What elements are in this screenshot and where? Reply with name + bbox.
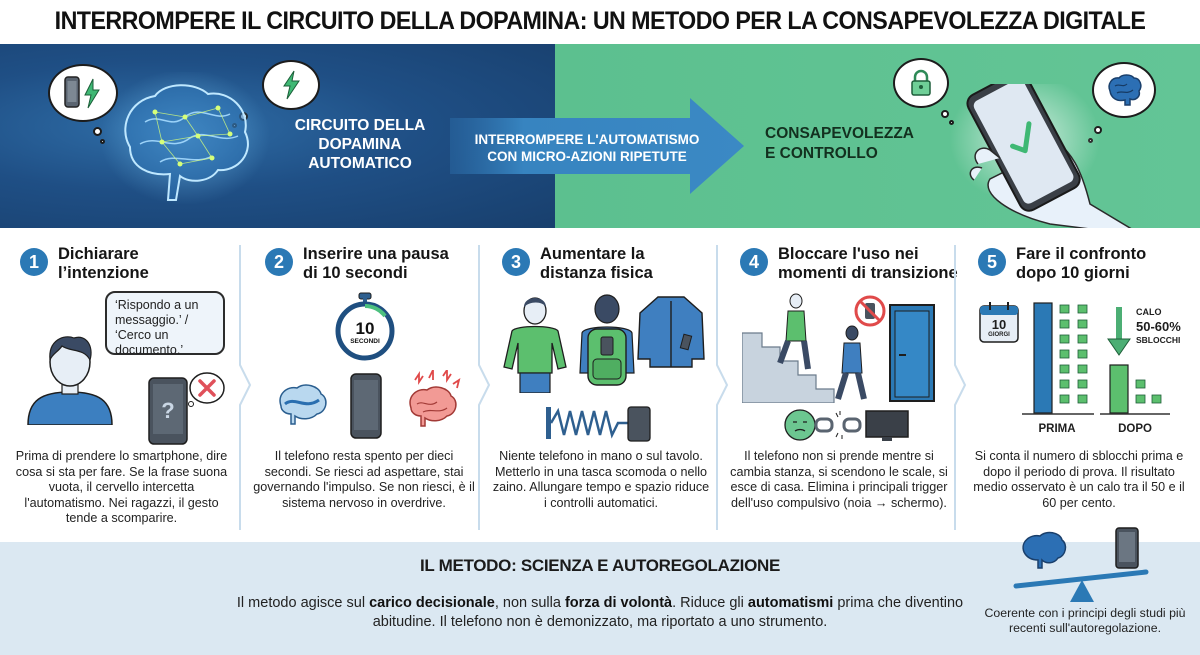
step-title: Inserire una pausa di 10 secondi [303, 245, 449, 282]
footer-emphasis: carico decisionale [369, 595, 495, 611]
bar-label-before: PRIMA [1038, 423, 1076, 435]
step-description: Il telefono resta spento per dieci secondi. Se riesci ad aspettare, stai governando l'impulso. Se non riesci, è il sistema nervoso in overdrive. [253, 449, 475, 510]
drop-label-bottom: SBLOCCHI [1136, 335, 1181, 345]
step-3 [482, 235, 720, 535]
awareness-label: CONSAPEVOLEZZA E CONTROLLO [765, 125, 914, 162]
footer-text-part: prima che diventino abitudine. Il telefono non è demonizzato, ma riportato a uno strumento. [372, 595, 964, 630]
hand-holding-phone-icon [930, 84, 1200, 228]
person-icon [20, 330, 120, 425]
stairs-door-scene-icon [742, 293, 942, 403]
phone-question-icon [145, 370, 225, 445]
page-title: INTERROMPERE IL CIRCUITO DELLA DOPAMINA: UN METODO PER LA CONSAPEVOLEZZA DIGITALE [54, 6, 1146, 35]
balance-scale-icon [1010, 526, 1160, 602]
glowing-brain-icon [100, 72, 270, 212]
step-2-header [265, 245, 463, 283]
step-number-badge: 3 [502, 248, 530, 276]
timer-value: 10 [355, 319, 375, 338]
footer-emphasis: automatismi [747, 595, 834, 611]
person-backpack-icon [574, 293, 640, 393]
phone-lightning-icon [61, 75, 105, 111]
arrow-label: INTERROMPERE L'AUTOMATISMO CON MICRO-AZIONI RIPETUTE [474, 132, 700, 164]
drop-value: 50-60% [1136, 319, 1181, 334]
footer-text-part: Il metodo agisce sul [236, 595, 370, 611]
step-3-header [502, 245, 670, 283]
step-number-badge: 4 [740, 248, 768, 276]
footer-text-part: , non sulla [494, 595, 565, 611]
step-1 [0, 235, 243, 535]
timer-unit: SECONDI [350, 338, 380, 345]
calendar-unit: GIORGI [988, 332, 1010, 338]
step-description: Niente telefono in mano o sul tavolo. Metterlo in una tasca scomoda o nello zaino. Allungare tempo e spazio riduce i controlli automatici. [492, 449, 710, 510]
step-title: Fare il confronto dopo 10 giorni [1016, 245, 1147, 282]
footer-note: Coerente con i principi degli studi più recenti sull'autoregolazione. [984, 606, 1186, 635]
step-title: Dichiarare l’intenzione [58, 245, 149, 282]
step-1-header [20, 245, 188, 283]
lightning-icon [279, 70, 303, 100]
step-description: Si conta il numero di sblocchi prima e dopo il periodo di prova. Il risultato medio osservato è un calo tra il 50 e il 60 per cento. [973, 449, 1185, 510]
step-title: Bloccare l'uso nei momenti di transizione [778, 245, 958, 282]
transition-arrow [450, 98, 746, 194]
speech-bubble: ‘Rispondo a un messaggio.’ / ‘Cerco un documento.’ [105, 291, 225, 355]
spring-distance-icon [544, 403, 656, 443]
step-description: Il telefono non si prende mentre si cambia stanza, si scendono le scale, si esce di casa. Elimina i principali trigger dell'uso compulsivo (noia → schermo). [730, 449, 948, 510]
svg-text:?: ? [161, 398, 175, 423]
footer-text [225, 594, 975, 632]
calendar-value: 10 [991, 317, 1007, 332]
thought-cloud-lightning [262, 60, 320, 110]
step-5-header [978, 245, 1176, 283]
drop-label-top: CALO [1136, 307, 1162, 317]
unlock-comparison-chart [1020, 299, 1188, 419]
step-number-badge: 1 [20, 248, 48, 276]
method-footer [0, 542, 1200, 655]
phone-off-icon [349, 372, 383, 440]
bar-label-after: DOPO [1118, 423, 1152, 435]
step-title: Aumentare la distanza fisica [540, 245, 653, 282]
dopamine-circuit-label: CIRCUITO DELLA DOPAMINA AUTOMATICO [294, 117, 426, 172]
person-empty-hands-icon [496, 293, 574, 393]
step-number-badge: 2 [265, 248, 293, 276]
steps-section [0, 235, 1200, 535]
step-2 [245, 235, 483, 535]
step-description: Prima di prendere lo smartphone, dire cosa si sta per fare. Se la frase suona vuota, il cervello intercetta l'automatismo. Nei ragazzi, il gesto tende a scomparire. [15, 449, 228, 525]
jacket-icon [636, 293, 706, 371]
step-5 [958, 235, 1200, 535]
footer-text-part: . Riduce gli [672, 595, 748, 611]
broken-chain-icon [782, 407, 922, 443]
step-4-header [740, 245, 958, 283]
step-4 [720, 235, 958, 535]
footer-title: IL METODO: SCIENZA E AUTOREGOLAZIONE [419, 556, 781, 575]
hero-banner [0, 44, 1200, 228]
step-number-badge: 5 [978, 248, 1006, 276]
footer-emphasis: forza di volontà [564, 595, 673, 611]
stressed-brain-icon [403, 370, 463, 428]
calm-brain-icon [275, 382, 330, 427]
